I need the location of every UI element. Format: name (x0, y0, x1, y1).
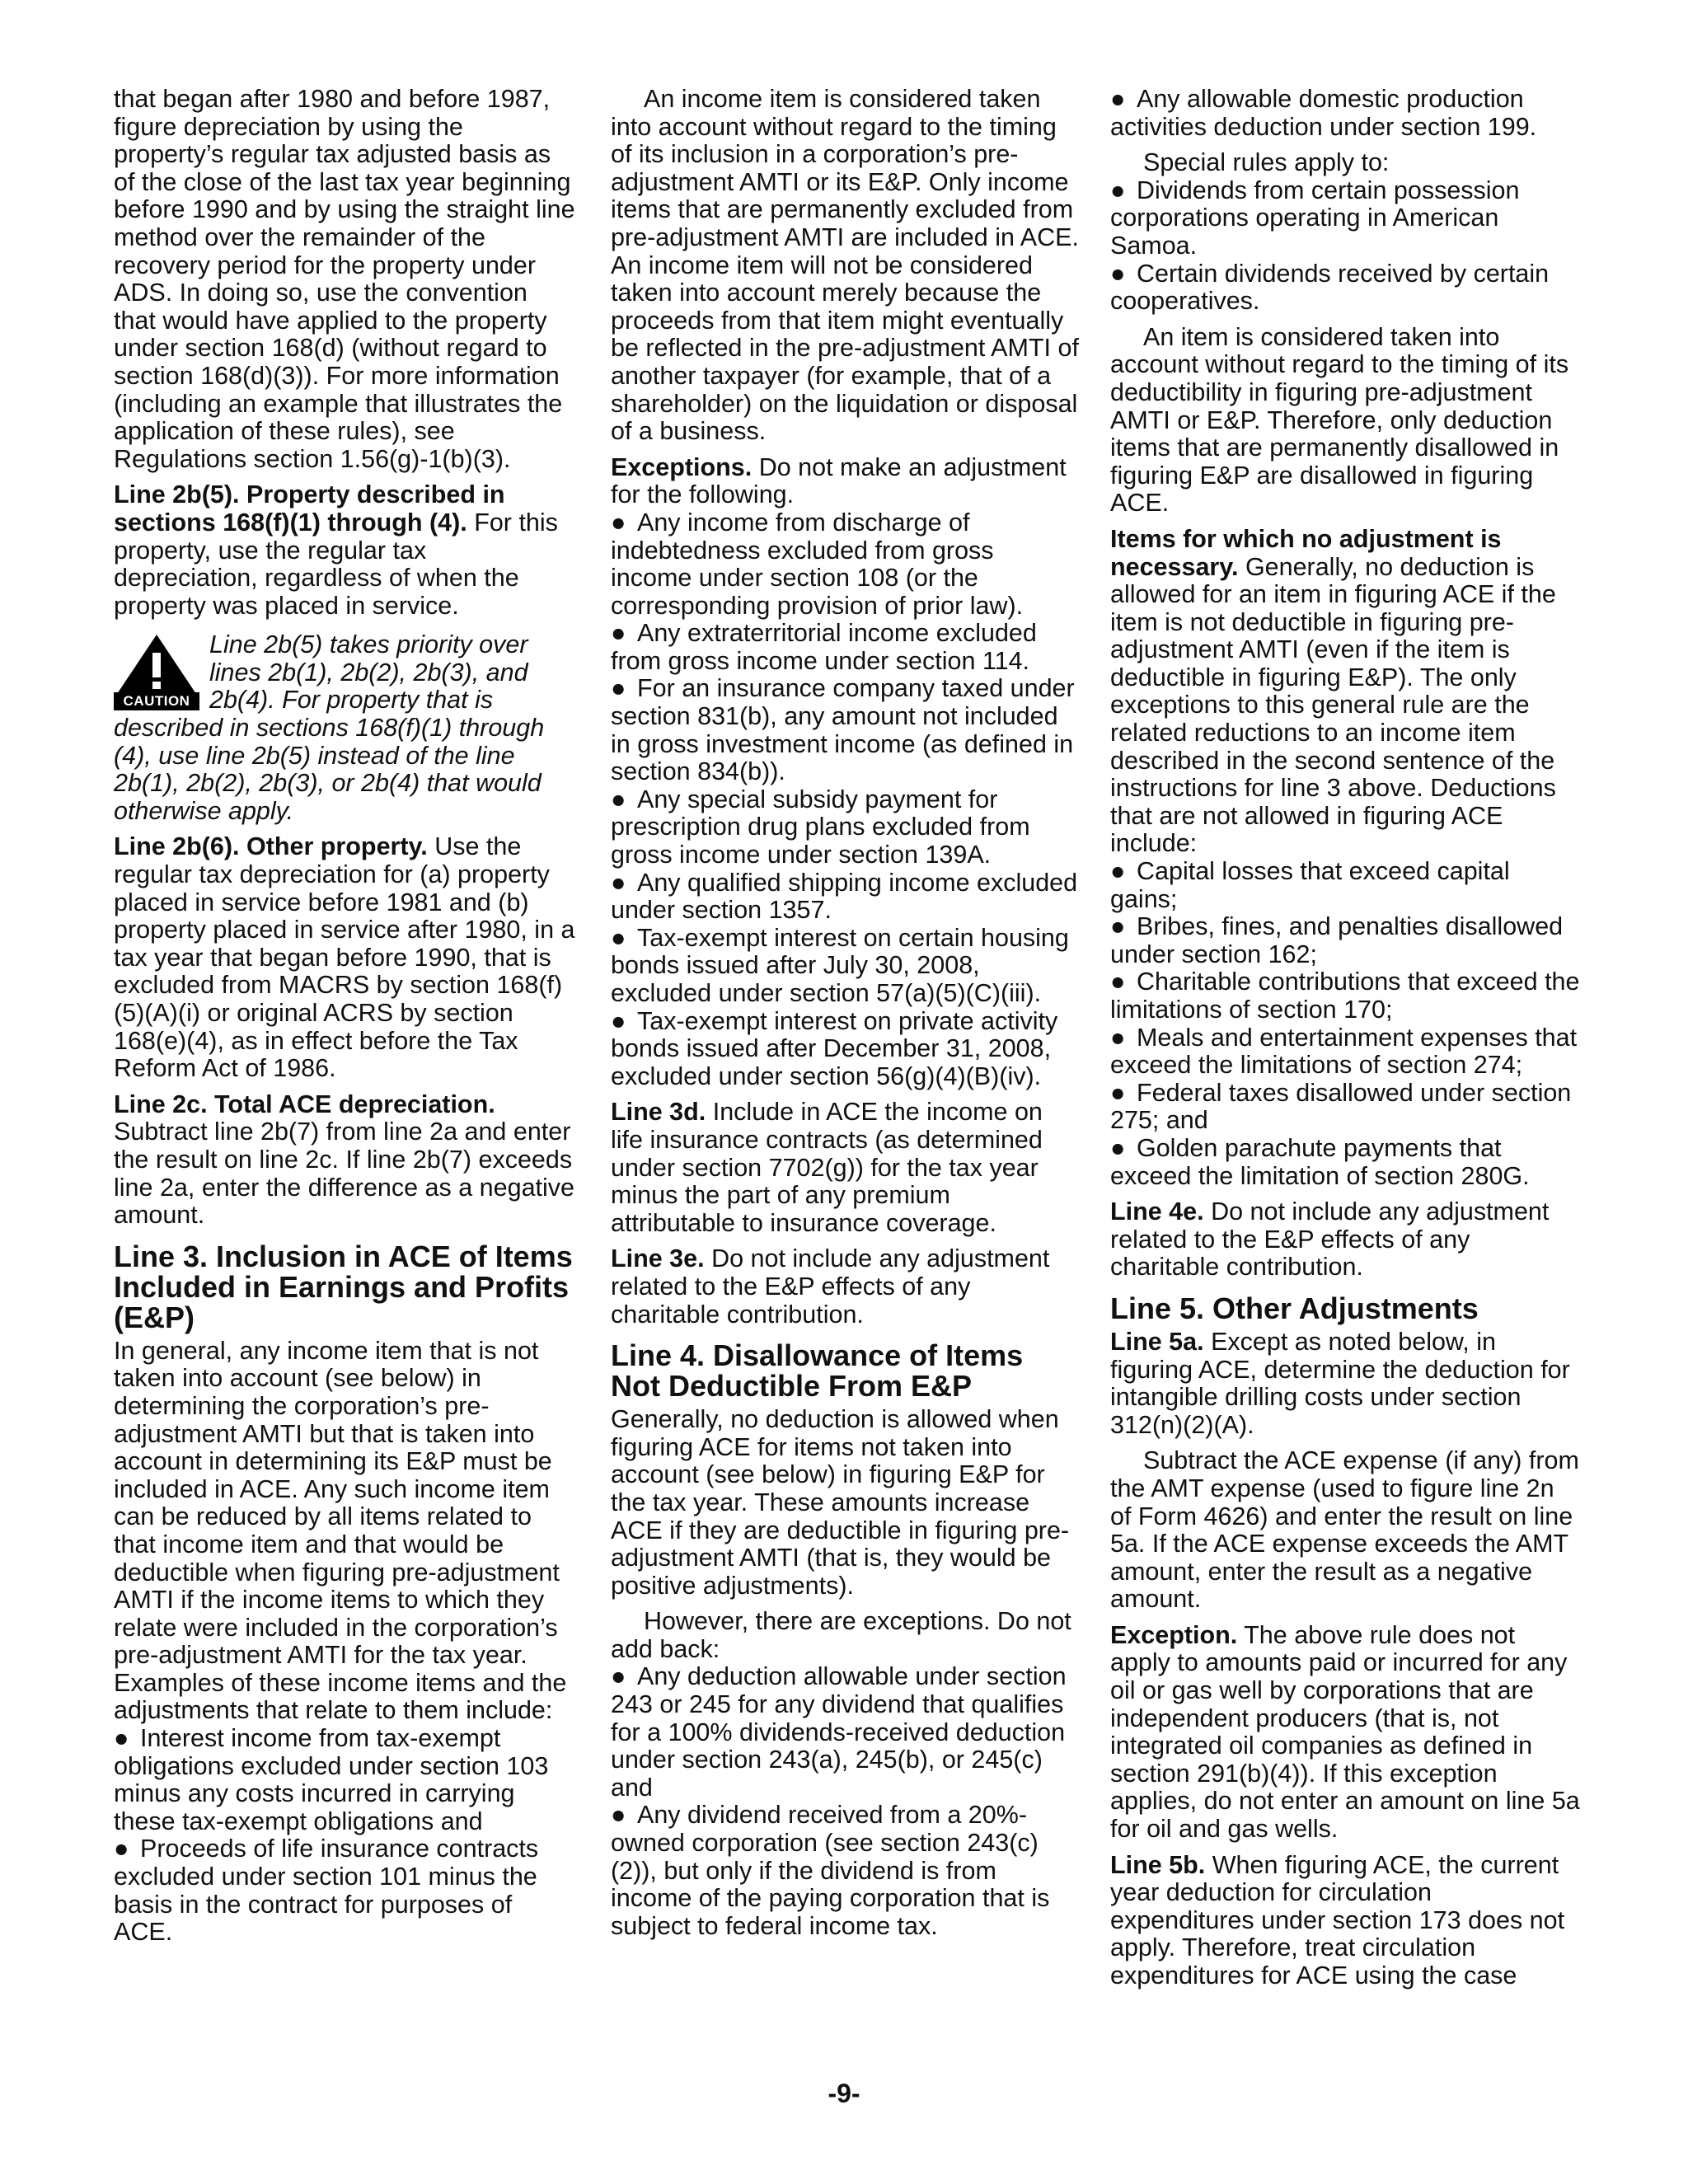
line-2b6-text: Use the regular tax depreciation for (a) property placed in service before 1981 and (b) property placed in service after 1980, in a tax year that began before 1990, that is excluded from MACRS by section 168(f)(5)(A)(i) or original ACRS by section 168(e)(4), as in effect before the Tax Reform Act of 1986. (114, 832, 575, 1083)
bullet-item: ● Any income from discharge of indebtedness excluded from gross income under section 108 (or the corresponding provision of prior law). (611, 508, 1024, 620)
paragraph: Subtract the ACE expense (if any) from the AMT expense (used to figure line 2n of Form 4626) and enter the result on line 5a. If the ACE expense exceeds the AMT amount, enter the result as a negative amount. (1110, 1446, 1579, 1614)
bullet-item: ● Certain dividends received by certain cooperatives. (1110, 259, 1550, 316)
left-column (114, 86, 575, 1947)
bullet-item: ● Any special subsidy payment for prescription drug plans excluded from gross income under section 139A. (611, 785, 1030, 869)
page-number: -9- (828, 2079, 860, 2108)
exceptions-heading: Exceptions. (611, 452, 753, 481)
bullet-item: ● Meals and entertainment expenses that exceed the limitations of section 274; (1110, 1023, 1578, 1080)
bullet-icon: ● (1110, 857, 1126, 886)
bullet-icon: ● (1110, 968, 1126, 996)
bullet-item: ● Any qualified shipping income excluded under section 1357. (611, 868, 1078, 925)
bullet-item: ● Proceeds of life insurance contracts excluded under section 101 minus the basis in the contract for purposes of ACE. (114, 1835, 539, 1947)
paragraph: that began after 1980 and before 1987, figure depreciation by using the property’s regular tax adjusted basis as of the close of the last tax year beginning before 1990 and by using the straight line method over the remainder of the recovery period for the property under ADS. In doing so, use the convention that would have applied to the property under section 168(d) (without regard to section 168(d)(3)). For more information (including an example that illustrates the application of these rules), see Regulations section 1.56(g)-1(b)(3). (114, 85, 575, 473)
bullet-icon: ● (1110, 176, 1126, 204)
bullet-icon: ● (611, 508, 626, 537)
bullet-icon: ● (1110, 85, 1126, 113)
bullet-item: ● Any extraterritorial income excluded from gross income under section 114. (611, 619, 1037, 675)
bullet-item: ● Bribes, fines, and penalties disallowed under section 162; (1110, 912, 1564, 968)
caution-icon (114, 633, 199, 710)
section-heading-line-5: Line 5. Other Adjustments (1110, 1291, 1479, 1325)
bullet-item: ● Federal taxes disallowed under section 275; and (1110, 1078, 1572, 1135)
line-2b6-heading: Line 2b(6). Other property. (114, 832, 428, 861)
bullet-icon: ● (1110, 912, 1126, 941)
line-4e-paragraph: Line 4e. Do not include any adjustment related to the E&P effects of any charitable contribution. (1110, 1197, 1550, 1282)
paragraph: An income item is considered taken into account without regard to the timing of its inclusion in a corporation’s pre-adjustment AMTI or its E&P. Only income items that are permanently excluded from pre-adjustment AMTI are included in ACE. An income item will not be considered taken into account merely because the proceeds from that item might eventually be reflected in the pre-adjustment AMTI of another taxpayer (for example, that of a shareholder) on the liquidation or disposal of a business. (611, 85, 1079, 446)
middle-column (611, 86, 1081, 1940)
bullet-icon: ● (611, 1662, 626, 1691)
bullet-icon: ● (611, 1801, 626, 1830)
line-3d-heading: Line 3d. (611, 1098, 706, 1127)
exception-paragraph: Exception. The above rule does not apply to amounts paid or incurred for any oil or gas well by corporations that are independent producers (that is, not integrated oil companies as defined in section 291(b)(4)). If this exception applies, do not enter an amount on line 5a for oil and gas wells. (1110, 1620, 1580, 1844)
bullet-icon: ● (1110, 1133, 1126, 1162)
line-2c-text: Subtract line 2b(7) from line 2a and enter the result on line 2c. If line 2b(7) exceeds line 2a, enter the difference as a negative amount. (114, 1118, 574, 1230)
section-heading-line-4: Line 4. Disallowance of Items Not Deductible From E&P (611, 1338, 1024, 1404)
line-2b6-paragraph (114, 833, 575, 1082)
bullet-item: ● Interest income from tax-exempt obligations excluded under section 103 minus any costs incurred in carrying these tax-exempt obligations and (114, 1724, 549, 1835)
caution-note (114, 631, 575, 825)
line-5a-paragraph: Line 5a. Except as noted below, in figuring ACE, determine the deduction for intangible drilling costs under section 312(n)(2)(A). (1110, 1327, 1570, 1439)
line-2b5-heading: Line 2b(5). Property described in sections 168(f)(1) through (4). (114, 480, 505, 537)
line-2b5-text: For this property, use the regular tax depreciation, regardless of when the property was placed in service. (114, 508, 558, 620)
bullet-item: ● Any deduction allowable under section 243 or 245 for any dividend that qualifies for a 100% dividends-received deduction under section 243(a), 245(b), or 245(c) and (611, 1662, 1067, 1802)
right-column (1110, 86, 1580, 1999)
bullet-item: ● Capital losses that exceed capital gains; (1110, 857, 1510, 913)
exception-heading: Exception. (1110, 1620, 1238, 1649)
paragraph: However, there are exceptions. Do not add back: (611, 1607, 1071, 1663)
line-2c-heading: Line 2c. Total ACE depreciation. (114, 1090, 495, 1118)
line-3e-paragraph: Line 3e. Do not include any adjustment related to the E&P effects of any charitable contribution. (611, 1244, 1050, 1329)
bullet-icon: ● (611, 785, 626, 813)
bullet-item: ● Any dividend received from a 20%-owned corporation (see section 243(c)(2)), but only if the dividend is from income of the paying corporation that is subject to federal income tax. (611, 1801, 1050, 1940)
line-2c-paragraph (114, 1091, 575, 1230)
bullet-icon: ● (611, 923, 626, 952)
line-2b5-paragraph (114, 481, 575, 620)
paragraph: Special rules apply to: (1143, 148, 1390, 177)
bullet-icon: ● (611, 1006, 626, 1035)
paragraph: An item is considered taken into account without regard to the timing of its deductibility in figuring pre-adjustment AMTI or E&P. Therefore, only deduction items that are permanently disallowed in figuring E&P are disallowed in figuring ACE. (1110, 322, 1569, 518)
bullet-item: ● Golden parachute payments that exceed the limitation of section 280G. (1110, 1133, 1530, 1190)
bullet-icon: ● (1110, 259, 1126, 288)
paragraph: In general, any income item that is not taken into account (see below) in determining the corporation’s pre-adjustment AMTI but that is taken into account in determining its E&P must be included in ACE. Any such income item can be reduced by all items related to that income item and that would be deductible when figuring pre-adjustment AMTI if the income items to which they relate were included in the corporation’s pre-adjustment AMTI for the tax year. Examples of these income items and the adjustments that relate to them include: (114, 1336, 567, 1725)
line-5a-heading: Line 5a. (1110, 1327, 1204, 1356)
line-5b-heading: Line 5b. (1110, 1850, 1206, 1879)
bullet-item: ● Dividends from certain possession corporations operating in American Samoa. (1110, 176, 1520, 260)
bullet-icon: ● (611, 619, 626, 648)
bullet-item: ● Charitable contributions that exceed the limitations of section 170; (1110, 968, 1580, 1024)
bullet-icon: ● (611, 674, 626, 703)
bullet-icon: ● (1110, 1023, 1126, 1052)
section-heading-line-3: Line 3. Inclusion in ACE of Items Included in Earnings and Profits (E&P) (114, 1239, 573, 1334)
bullet-icon: ● (114, 1724, 129, 1753)
bullet-icon: ● (611, 868, 626, 897)
bullet-item: ● Tax-exempt interest on private activity bonds issued after December 31, 2008, excluded under section 56(g)(4)(B)(iv). (611, 1006, 1058, 1090)
line-3e-heading: Line 3e. (611, 1244, 705, 1273)
bullet-item: ● Tax-exempt interest on certain housing bonds issued after July 30, 2008, excluded under section 57(a)(5)(C)(iii). (611, 923, 1069, 1007)
bullet-icon: ● (114, 1835, 129, 1863)
exceptions-paragraph: Exceptions. Do not make an adjustment for the following. (611, 452, 1067, 509)
line-4e-heading: Line 4e. (1110, 1197, 1204, 1226)
caution-text: Line 2b(5) takes priority over lines 2b(1), 2b(2), 2b(3), and 2b(4). For property that is described in sections 168(f)(1) through (4), use line 2b(5) instead of the line 2b(1), 2b(2), 2b(3), or 2b(4) that would otherwise apply. (114, 630, 545, 825)
caution-label: CAUTION (114, 692, 199, 710)
paragraph: Generally, no deduction is allowed when figuring ACE for items not taken into account (see below) in figuring E&P for the tax year. These amounts increase ACE if they are deductible in figuring pre-adjustment AMTI (that is, they would be positive adjustments). (611, 1405, 1070, 1600)
bullet-item: ● Any allowable domestic production activities deduction under section 199. (1110, 85, 1537, 141)
bullet-icon: ● (1110, 1078, 1126, 1107)
bullet-item: ● For an insurance company taxed under section 831(b), any amount not included in gross investment income (as defined in section 834(b)). (611, 674, 1075, 786)
line-3d-paragraph: Line 3d. Include in ACE the income on life insurance contracts (as determined under section 7702(g)) for the tax year minus the part of any premium attributable to insurance coverage. (611, 1098, 1043, 1237)
line-5b-paragraph: Line 5b. When figuring ACE, the current year deduction for circulation expenditures under section 173 does not apply. Therefore, treat circulation expenditures for ACE using the case (1110, 1850, 1565, 1990)
no-adjustment-paragraph: Items for which no adjustment is necessary. Generally, no deduction is allowed for an item in figuring ACE if the item is not deductible in figuring pre-adjustment AMTI (even if the item is deductible in figuring E&P). The only exceptions to this general rule are the related reductions to an income item described in the second sentence of the instructions for line 3 above. Deductions that are not allowed in figuring ACE include: (1110, 524, 1556, 858)
no-adjustment-heading: Items for which no adjustment is necessary. (1110, 524, 1502, 581)
